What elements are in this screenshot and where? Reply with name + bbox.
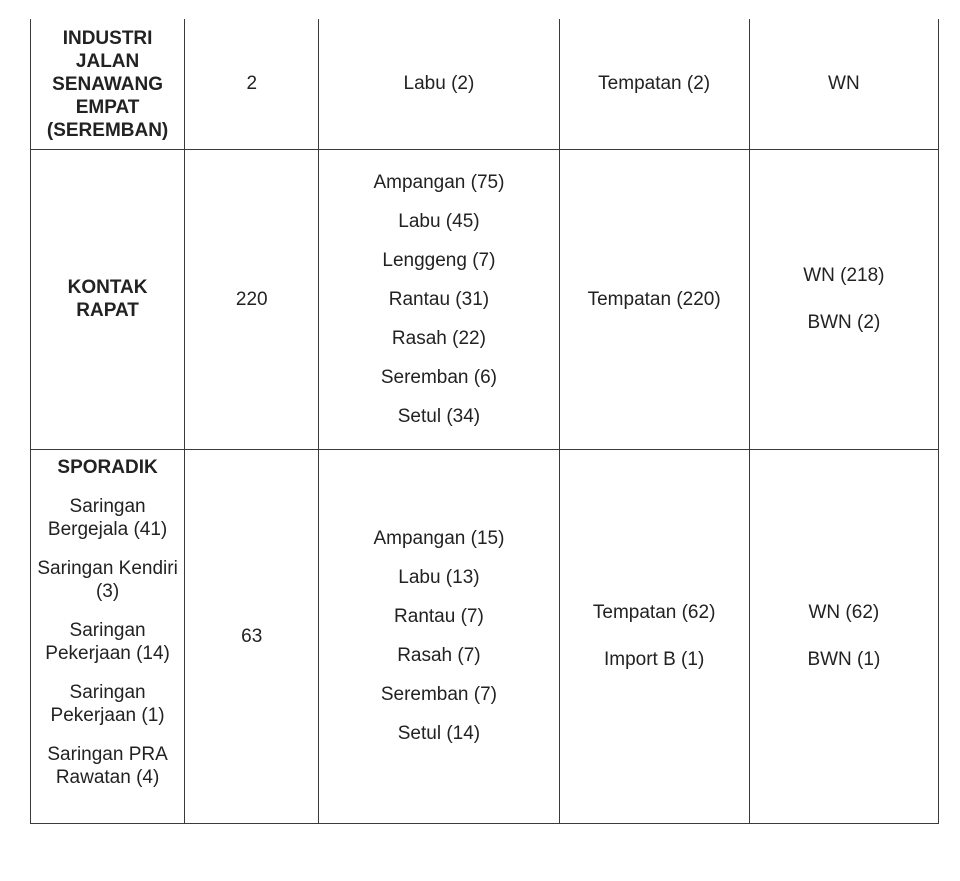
category-line: KONTAK <box>67 277 148 298</box>
subcategory-line: Saringan <box>69 495 146 517</box>
subcategory-item <box>37 557 177 603</box>
total-value: 220 <box>235 288 268 310</box>
subcategory-item <box>51 681 165 727</box>
table-row <box>31 149 939 449</box>
area-cell <box>319 149 559 449</box>
category-cell <box>31 149 185 449</box>
category-cell <box>31 449 185 823</box>
area-cell <box>319 449 559 823</box>
table-row <box>31 449 939 823</box>
subcategory-item <box>47 743 167 789</box>
area-item: Rasah (7) <box>397 645 481 666</box>
table-row <box>31 19 939 149</box>
subcategory-line: Saringan <box>69 681 146 703</box>
area-item: Setul (14) <box>397 723 481 744</box>
total-value: 2 <box>246 73 258 95</box>
citizenship-cell <box>749 449 938 823</box>
cluster-table <box>30 19 939 824</box>
citizenship-cell <box>749 149 938 449</box>
area-item: Lenggeng (7) <box>382 249 496 271</box>
area-item: Rantau (31) <box>388 288 490 310</box>
total-cell <box>185 149 319 449</box>
total-cell <box>185 19 319 149</box>
category-cell <box>31 19 185 149</box>
source-cell <box>559 149 749 449</box>
citizenship-item: WN (62) <box>808 602 880 623</box>
source-item: Tempatan (62) <box>592 602 716 623</box>
area-item: Labu (45) <box>398 210 480 232</box>
area-cell <box>319 19 559 149</box>
area-item: Ampangan (75) <box>373 171 505 193</box>
source-item: Import B (1) <box>603 649 705 670</box>
area-item: Rantau (7) <box>394 606 484 627</box>
subcategory-line: (3) <box>95 580 120 602</box>
source-cell <box>559 449 749 823</box>
citizenship-item: BWN (1) <box>807 649 881 670</box>
area-item: Seremban (6) <box>380 366 497 388</box>
subcategory-line: Saringan PRA <box>47 743 168 765</box>
total-value: 63 <box>241 625 263 647</box>
category-line: EMPAT <box>75 97 140 119</box>
area-item: Rasah (22) <box>391 327 486 349</box>
subcategory-line: Pekerjaan (1) <box>50 704 165 726</box>
subcategory-line: Rawatan (4) <box>55 766 160 788</box>
citizenship-cell <box>749 19 938 149</box>
source-item: Tempatan (220) <box>587 288 721 310</box>
category-line: RAPAT <box>76 300 139 321</box>
category-line: (SEREMBAN) <box>46 120 169 142</box>
category-title: SPORADIK <box>57 456 158 478</box>
citizenship-item: WN <box>828 73 860 95</box>
category-line: JALAN <box>75 51 140 73</box>
subcategory-item <box>48 495 167 541</box>
subcategory-line: Bergejala (41) <box>47 518 168 540</box>
area-item: Seremban (7) <box>380 684 497 705</box>
subcategory-line: Saringan Kendiri <box>37 557 178 579</box>
source-cell <box>559 19 749 149</box>
subcategory-item <box>45 619 170 665</box>
source-item: Tempatan (2) <box>598 73 711 95</box>
subcategory-line: Pekerjaan (14) <box>45 642 170 664</box>
total-cell <box>185 449 319 823</box>
area-item: Ampangan (15) <box>373 528 505 549</box>
area-item: Labu (13) <box>398 567 480 588</box>
category-line: SENAWANG <box>52 74 163 96</box>
category-line: INDUSTRI <box>62 28 153 50</box>
citizenship-item: BWN (2) <box>807 312 881 333</box>
area-item: Labu (2) <box>403 73 475 95</box>
subcategory-line: Saringan <box>69 619 146 641</box>
area-item: Setul (34) <box>397 405 481 427</box>
citizenship-item: WN (218) <box>803 265 885 286</box>
